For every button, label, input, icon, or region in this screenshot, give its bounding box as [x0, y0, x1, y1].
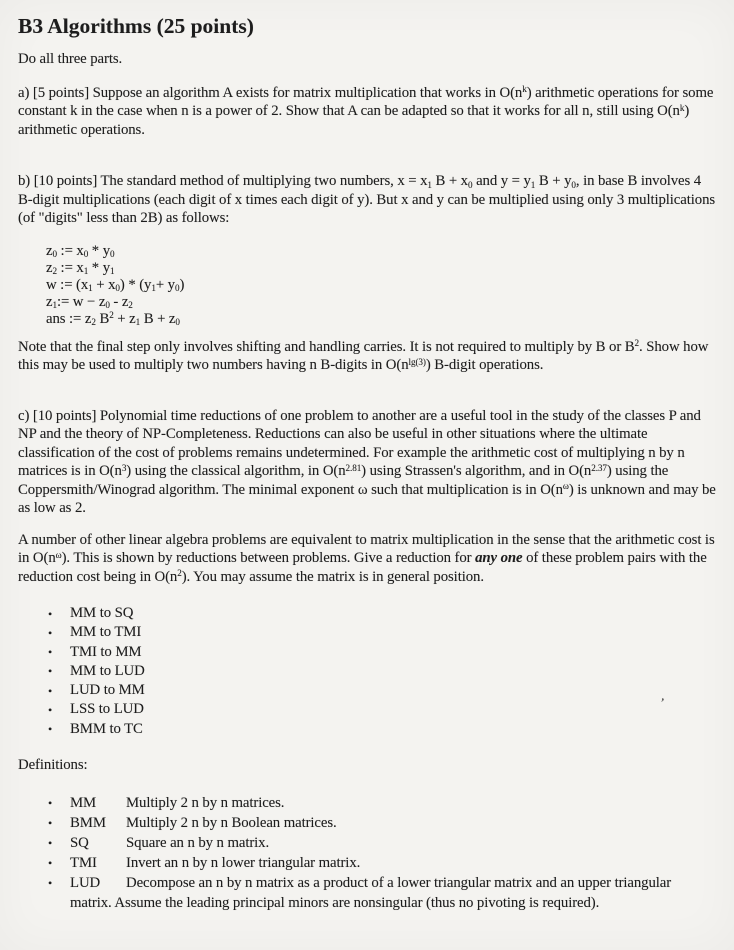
- bullet-icon: •: [48, 722, 53, 737]
- definition-item: [18, 793, 716, 813]
- bullet-icon: •: [48, 625, 53, 640]
- bullet-icon: •: [48, 856, 53, 871]
- equation-line: $z_2$ := $x_1 * y_1$: [46, 259, 115, 277]
- definition-body: [70, 813, 716, 833]
- list-item: [18, 720, 716, 739]
- list-item: [18, 700, 716, 719]
- list-item: [18, 643, 716, 662]
- list-item: [18, 681, 716, 700]
- definition-body: [70, 833, 716, 853]
- bullet-icon: •: [48, 606, 53, 621]
- definitions-heading: Definitions:: [18, 757, 88, 774]
- reduction-pair-label: TMI to MM: [70, 643, 142, 660]
- intro-text: Do all three parts.: [18, 51, 123, 67]
- definition-term: BMM: [70, 814, 106, 831]
- bullet-icon: •: [48, 796, 53, 811]
- bullet-icon: •: [48, 702, 53, 717]
- note-paragraph: Note that the final step only involves shifting and handling carries. It is not required to multiply by B or $B^2$. Show how this may be used to multiply two numbers having n B-digits in $O(n^{lg(3)})$ B-digit operations.: [18, 338, 709, 373]
- definition-body: [70, 793, 716, 813]
- equation-line: $z_0$ := $x_0 * y_0$: [46, 242, 115, 260]
- reduction-pair-label: LUD to MM: [70, 682, 145, 699]
- list-item: [18, 662, 716, 681]
- definition-body: [70, 873, 716, 913]
- reduction-pair-label: MM to LUD: [70, 662, 145, 679]
- definition-item: [18, 813, 716, 833]
- definition-term: MM: [70, 794, 97, 811]
- bullet-icon: •: [48, 664, 53, 679]
- page-title: B3 Algorithms (25 points): [18, 14, 254, 38]
- part-c-paragraph-2: A number of other linear algebra problems are equivalent to matrix multiplication in the sense that the arithmetic cost is in $O(n^\omega)$. This is shown by reductions between problems. Give a reduction for any one of these problem pairs with the reduction cost being in $O(n^2)$. You may assume the matrix is in general position.: [18, 531, 715, 585]
- definition-term: TMI: [70, 854, 97, 871]
- definition-item: [18, 853, 716, 873]
- reduction-pairs-list: [18, 604, 716, 739]
- definition-item: [18, 873, 716, 913]
- equation-block: [46, 243, 716, 328]
- definition-description: Invert an n by n lower triangular matrix.: [126, 854, 361, 871]
- definition-term: SQ: [70, 834, 89, 851]
- definition-description: Decompose an n by n matrix as a product of a lower triangular matrix and an upper triangular matrix. Assume the leading principal minors are nonsingular (thus no pivoting is required).: [70, 874, 672, 911]
- list-item: [18, 604, 716, 623]
- bullet-icon: •: [48, 683, 53, 698]
- bullet-icon: •: [48, 876, 53, 891]
- definition-description: Multiply 2 n by n matrices.: [126, 794, 285, 811]
- bullet-icon: •: [48, 816, 53, 831]
- reduction-pair-label: BMM to TC: [70, 720, 143, 737]
- part-c-paragraph-1: c) [10 points] Polynomial time reductions of one problem to another are a useful tool in the study of the classes P and NP and the theory of NP-Completeness. Reductions can also be useful in other situations where the ultimate classification of the cost of problems remains undetermined. For example the arithmetic cost of multiplying n by n matrices is in $O(n^3)$ using the classical algorithm, in $O(n^{2.81})$ using Strassen's algorithm, and in $O(n^{2.37})$ using the Coppersmith/Winograd algorithm. The minimal exponent ω such that multiplication is in $O(n^\omega)$ is unknown and may be as low as 2.: [18, 407, 716, 516]
- bullet-icon: •: [48, 645, 53, 660]
- bullet-icon: •: [48, 836, 53, 851]
- reduction-pair-label: MM to TMI: [70, 624, 142, 641]
- equation-line: ans := $z_2$ $B^2 + z_1$ $B + z_0$: [46, 310, 180, 328]
- list-item: [18, 623, 716, 642]
- scan-artifact-mark: ’: [659, 694, 666, 711]
- reduction-pair-label: MM to SQ: [70, 605, 134, 621]
- part-b-paragraph: b) [10 points] The standard method of multiplying two numbers, $x = x_1$ $B + x_0$ and $y = y_1$ $B + y_0$, in base B involves 4 B-digit multiplications (each digit of x times each digit of y). But x and y can be multiplied using only 3 multiplications (of "digits" less than 2B) as follows:: [18, 173, 716, 226]
- definition-item: [18, 833, 716, 853]
- definition-description: Multiply 2 n by n Boolean matrices.: [126, 814, 337, 831]
- equation-line: w := $(x_1 + x_0) * (y_1+ y_0)$: [46, 276, 185, 294]
- equation-line: $z_1:= w - z_0 - z_2$: [46, 293, 133, 311]
- part-a-paragraph: a) [5 points] Suppose an algorithm A exists for matrix multiplication that works in $O(n^k)$ arithmetic operations for some constant k in the case when n is a power of 2. Show that A can be adapted so that it works for all n, still using $O(n^k)$ arithmetic operations.: [18, 84, 714, 138]
- definition-term: LUD: [70, 874, 101, 891]
- reduction-pair-label: LSS to LUD: [70, 701, 144, 718]
- definition-description: Square an n by n matrix.: [126, 834, 270, 851]
- definitions-list: [18, 793, 716, 913]
- definition-body: [70, 853, 716, 873]
